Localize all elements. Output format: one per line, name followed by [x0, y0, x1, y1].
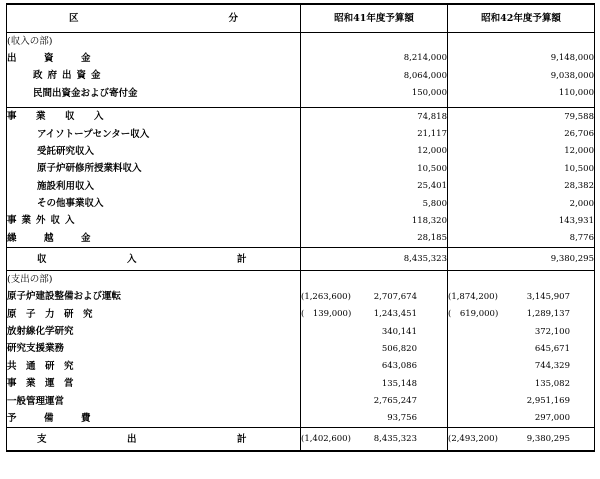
- table-row: [7, 126, 595, 143]
- table-row: [7, 288, 595, 305]
- row-label: 放射線化学研究: [7, 326, 74, 338]
- row-p42: ( 619,000): [448, 309, 499, 320]
- row-y42: 9,038,000: [448, 67, 595, 84]
- table-row: [7, 143, 595, 160]
- expense-total-y42: 9,380,295: [526, 434, 570, 445]
- income-section-row: [7, 33, 595, 51]
- table-row: [7, 178, 595, 195]
- row-y41: 93,756: [387, 413, 417, 424]
- row-label: 出 資 金: [7, 52, 100, 64]
- row-y41: 5,800: [301, 195, 448, 212]
- table-row: [7, 340, 595, 357]
- row-y42: 297,000: [534, 413, 570, 424]
- table-row: [7, 108, 595, 126]
- row-label: 繰 越 金: [7, 232, 100, 244]
- row-y41: 74,818: [301, 108, 448, 126]
- row-label: 原 子 力 研 究: [7, 308, 93, 320]
- row-y42: 2,000: [448, 195, 595, 212]
- header-label-1: 区: [69, 12, 79, 24]
- table-row: [7, 358, 595, 375]
- row-y42: 2,951,169: [526, 396, 570, 407]
- row-y41: 1,243,451: [373, 309, 417, 320]
- income-total-row: [7, 248, 595, 271]
- expense-total-row: [7, 428, 595, 452]
- row-p41: ( 139,000): [301, 309, 352, 320]
- expense-total-y41: 8,435,323: [373, 434, 417, 445]
- row-y42: 135,082: [534, 378, 570, 389]
- row-y42: 10,500: [448, 160, 595, 177]
- table-row: [7, 213, 595, 230]
- row-label: 受託研究収入: [37, 145, 95, 157]
- table-row: [7, 50, 595, 67]
- row-y42: 110,000: [448, 85, 595, 102]
- table-row: [7, 306, 595, 323]
- row-y42: 26,706: [448, 126, 595, 143]
- row-y42: 8,776: [448, 230, 595, 248]
- row-y41: 12,000: [301, 143, 448, 160]
- row-label: 事 業 収 入: [7, 108, 301, 126]
- row-y42: 12,000: [448, 143, 595, 160]
- header-y42: 昭和42年度予算額: [448, 4, 595, 33]
- table-row: [7, 393, 595, 410]
- table-header: [7, 4, 595, 33]
- table-row: [7, 160, 595, 177]
- row-y41: 150,000: [301, 85, 448, 102]
- header-category: [7, 4, 301, 33]
- row-y41: 25,401: [301, 178, 448, 195]
- income-total-y42: 9,380,295: [448, 248, 595, 271]
- row-y41: 643,086: [381, 361, 417, 372]
- expense-total-label: 支 出 計: [7, 428, 301, 452]
- income-section-title: (収入の部): [7, 35, 53, 47]
- row-y42: 9,148,000: [448, 50, 595, 67]
- row-label: 予 備 費: [7, 412, 100, 424]
- row-label: 共 通 研 究: [7, 360, 74, 372]
- table-row: [7, 230, 595, 248]
- row-p42: (1,874,200): [448, 291, 498, 302]
- budget-table: [6, 3, 595, 452]
- table-row: [7, 410, 595, 428]
- header-y41: 昭和41年度予算額: [301, 4, 448, 33]
- row-label: 原子炉建設整備および運転: [7, 291, 122, 303]
- row-y42: 3,145,907: [526, 291, 570, 302]
- row-y42: 1,289,137: [526, 309, 570, 320]
- row-y41: 8,064,000: [301, 67, 448, 84]
- row-label: 事 業 運 営: [7, 378, 74, 390]
- header-label-2: 分: [228, 12, 239, 24]
- row-label: 事業外収入: [7, 215, 80, 227]
- table-row: [7, 67, 595, 84]
- row-label: その他事業収入: [37, 198, 104, 210]
- row-y41: 10,500: [301, 160, 448, 177]
- row-y41: 2,707,674: [373, 291, 417, 302]
- table-row: [7, 323, 595, 340]
- expense-total-p41: (1,402,600): [301, 434, 351, 445]
- row-p41: (1,263,600): [301, 291, 351, 302]
- row-y41: 28,185: [301, 230, 448, 248]
- table-row: [7, 375, 595, 392]
- row-y42: 28,382: [448, 178, 595, 195]
- row-y42: 744,329: [534, 361, 570, 372]
- row-label: 民間出資金および寄付金: [33, 87, 138, 99]
- row-label: 原子炉研修所授業料収入: [37, 163, 142, 175]
- row-y41: 21,117: [301, 126, 448, 143]
- expense-section-row: [7, 271, 595, 289]
- row-y41: 118,320: [301, 213, 448, 230]
- table-row: [7, 195, 595, 212]
- row-y41: 8,214,000: [301, 50, 448, 67]
- income-total-y41: 8,435,323: [301, 248, 448, 271]
- row-y41: 135,148: [381, 378, 417, 389]
- row-label: アイソトープセンター収入: [37, 128, 150, 140]
- row-y42: 79,588: [448, 108, 595, 126]
- table-row: [7, 85, 595, 102]
- row-label: 施設利用収入: [37, 180, 95, 192]
- row-y42: 372,100: [534, 326, 570, 337]
- row-label: 一般管理運営: [7, 395, 65, 407]
- row-y41: 340,141: [381, 326, 417, 337]
- row-y42: 143,931: [448, 213, 595, 230]
- expense-section-title: (支出の部): [7, 274, 53, 286]
- row-label: 研究支援業務: [7, 343, 65, 355]
- income-total-label: 収 入 計: [7, 248, 301, 271]
- row-y41: 2,765,247: [373, 396, 417, 407]
- row-y42: 645,671: [534, 343, 570, 354]
- expense-total-p42: (2,493,200): [448, 434, 498, 445]
- row-label: 政府出資金: [33, 70, 106, 82]
- row-y41: 506,820: [381, 343, 417, 354]
